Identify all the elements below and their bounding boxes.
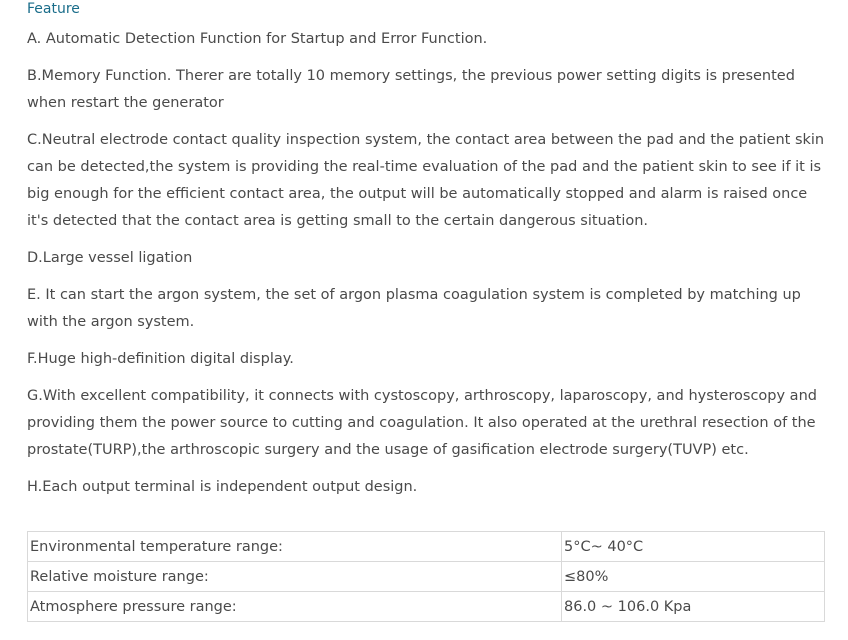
feature-item-a: A. Automatic Detection Function for Startup and Error Function. (27, 31, 488, 47)
feature-item-g: G.With excellent compatibility, it connects with cystoscopy, arthroscopy, laparoscopy, and hysteroscopy and providing them the power source to cutting and coagulation. It also operated at the urethral resection of the prostate(TURP),the arthroscopic surgery and the usage of gasification electrode surgery(TUVP) etc. (27, 388, 817, 458)
spec-label: Atmosphere pressure range: (28, 592, 562, 622)
table-row (28, 562, 825, 592)
spec-label: Relative moisture range: (28, 562, 562, 592)
table-row (28, 592, 825, 622)
specs-table (27, 531, 825, 622)
feature-item-c: C.Neutral electrode contact quality inspection system, the contact area between the pad and the patient skin can be detected,the system is providing the real-time evaluation of the pad and the patient skin to see if it is big enough for the efficient contact area, the output will be automatically stopped and alarm is raised once it's detected that the contact area is getting small to the certain dangerous situation. (27, 132, 825, 229)
feature-item-d: D.Large vessel ligation (27, 250, 193, 266)
spec-label: Environmental temperature range: (28, 532, 562, 562)
table-row (28, 532, 825, 562)
feature-item-h: H.Each output terminal is independent output design. (27, 479, 418, 495)
spec-value: 5°C~ 40°C (562, 532, 825, 562)
section-heading: Feature (27, 1, 80, 17)
feature-item-e: E. It can start the argon system, the set of argon plasma coagulation system is completed by matching up with the argon system. (27, 287, 801, 330)
feature-section (27, 0, 827, 511)
spec-value: 86.0 ~ 106.0 Kpa (562, 592, 825, 622)
feature-item-f: F.Huge high-definition digital display. (27, 351, 294, 367)
feature-item-b: B.Memory Function. Therer are totally 10 memory settings, the previous power setting digits is presented when restart the generator (27, 68, 795, 111)
spec-value: ≤80% (562, 562, 825, 592)
